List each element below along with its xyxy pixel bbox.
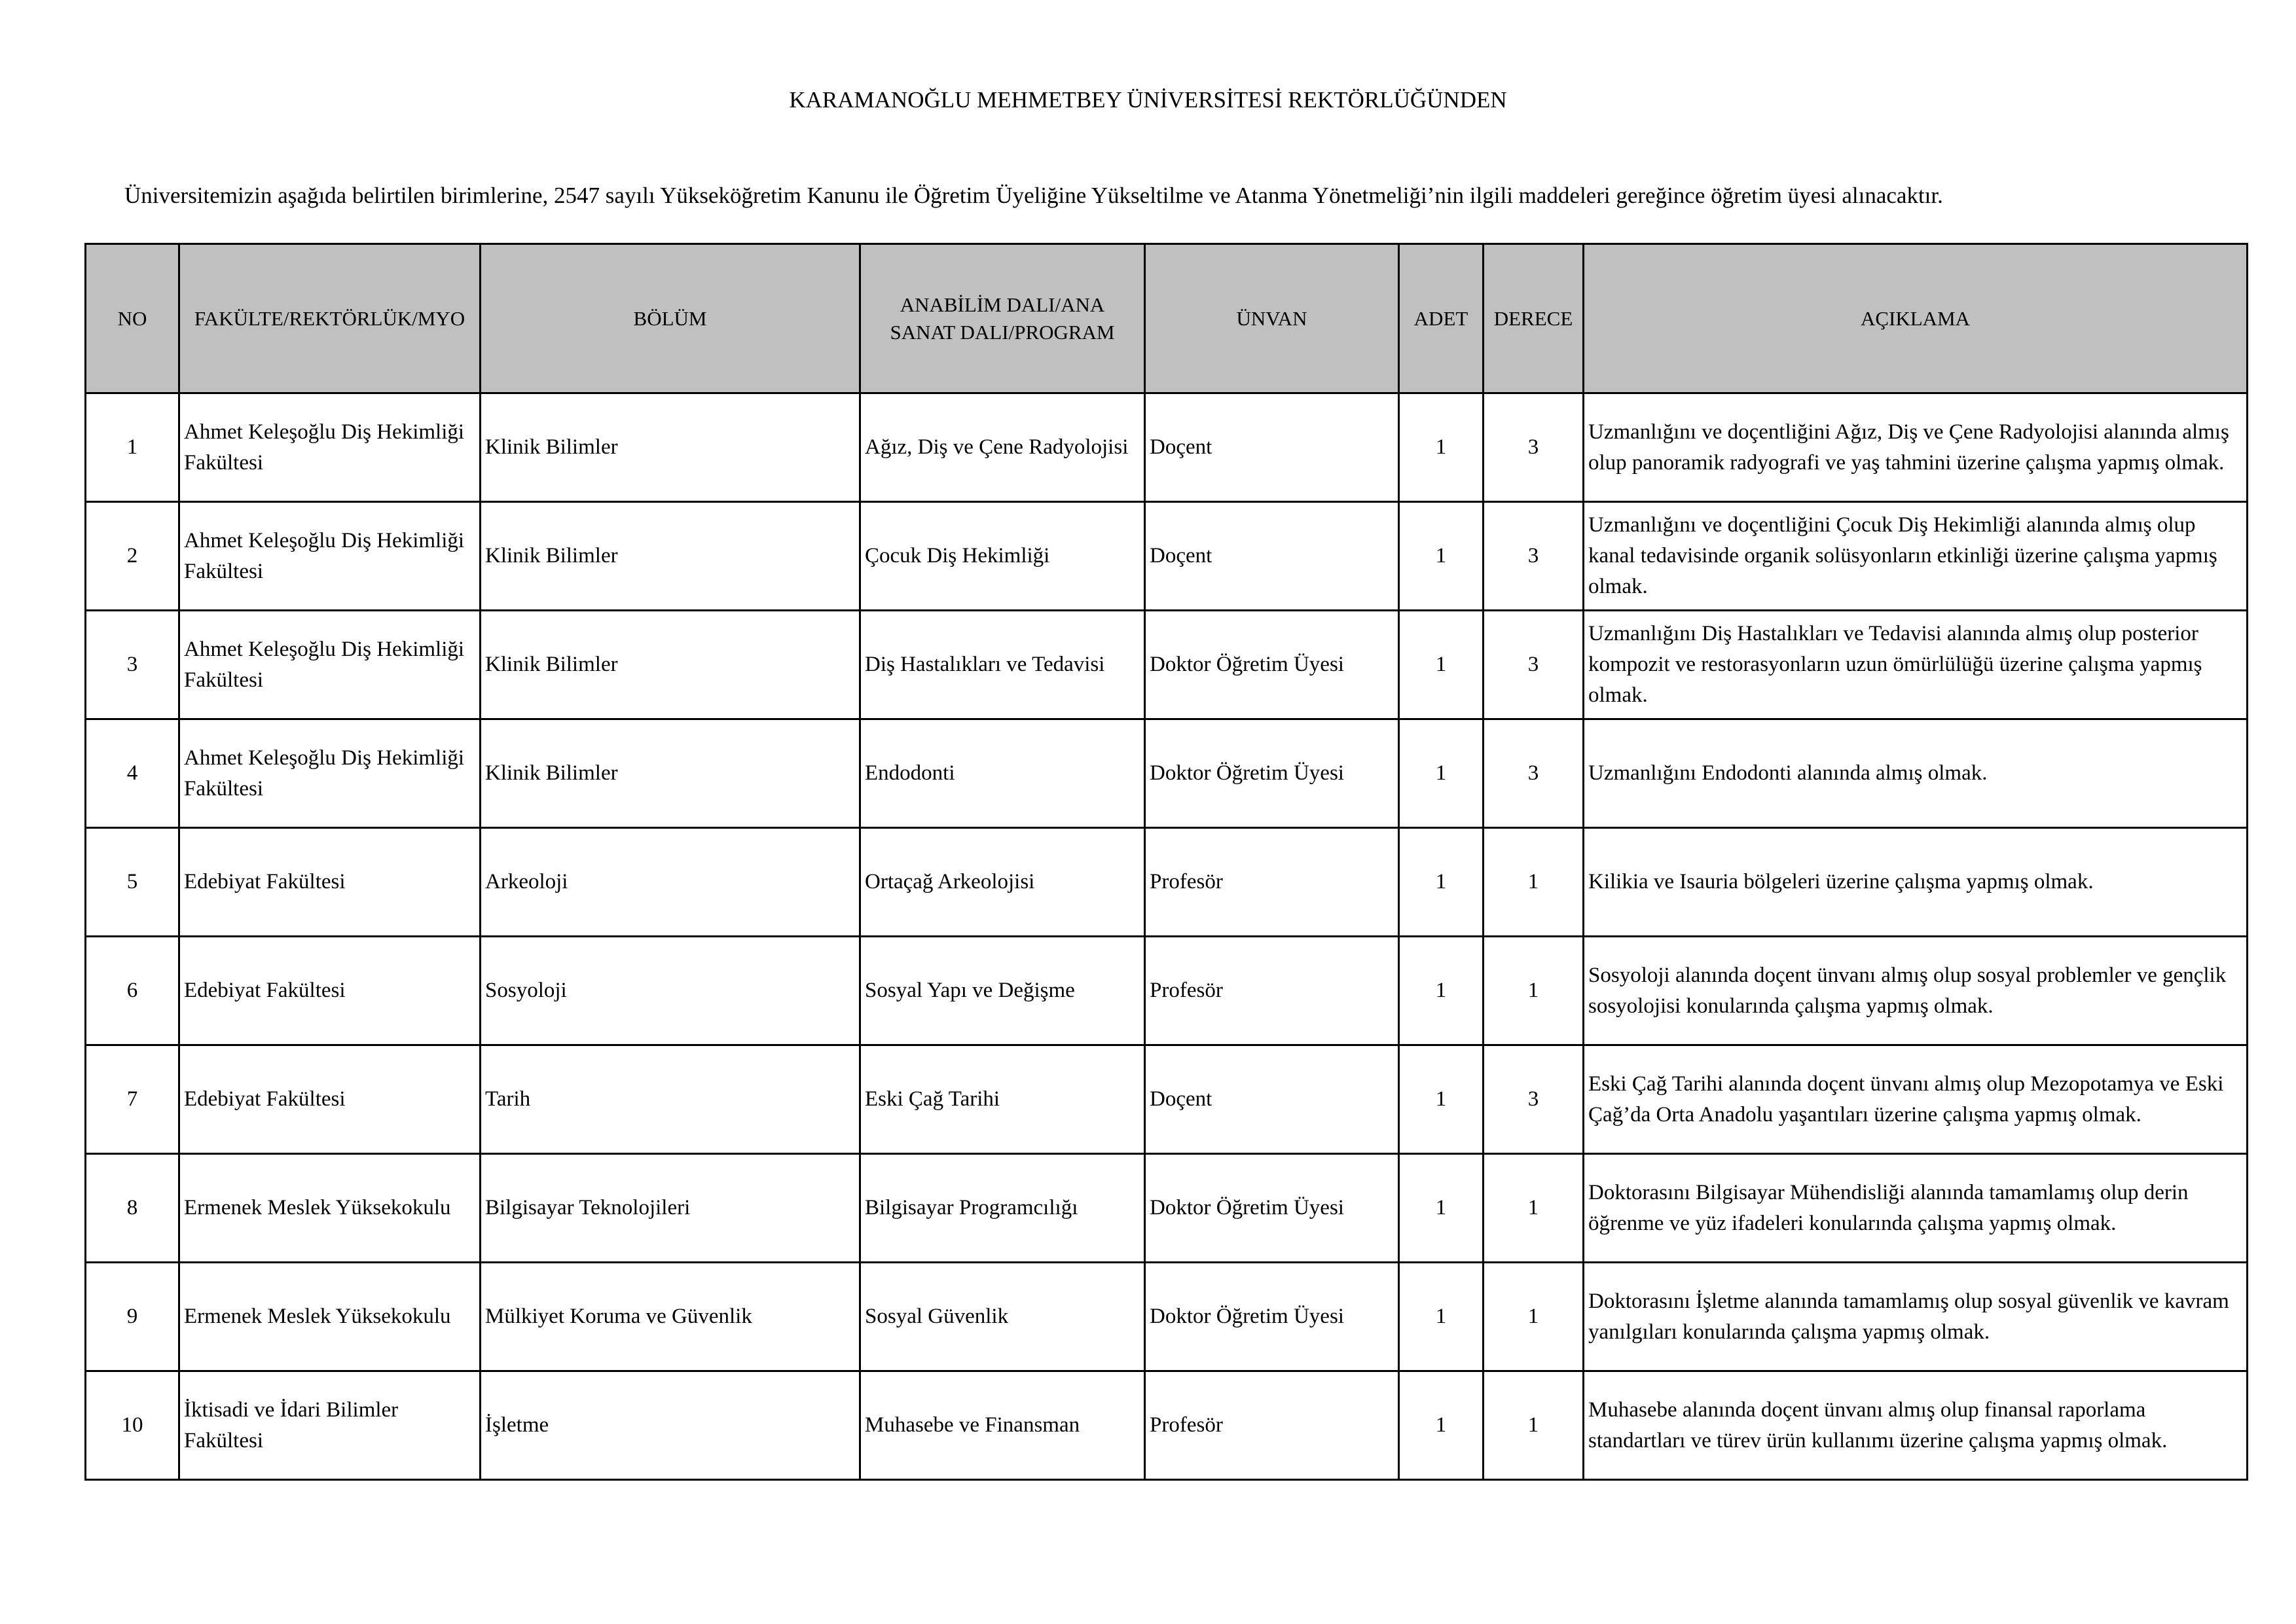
cell-no: 1 [86,393,179,502]
cell-faculty: Ahmet Keleşoğlu Diş Hekimliği Fakültesi [179,393,481,502]
cell-title: Profesör [1145,937,1399,1045]
cell-division: Endodonti [860,719,1145,828]
header-count: ADET [1399,244,1484,393]
cell-description: Doktorasını Bilgisayar Mühendisliği alanında tamamlamış olup derin öğrenme ve yüz ifadeleri konularında çalışma yapmış olmak. [1584,1154,2248,1263]
cell-degree: 1 [1484,828,1584,937]
cell-department: İşletme [481,1371,860,1480]
cell-department: Bilgisayar Teknolojileri [481,1154,860,1263]
cell-division: Sosyal Güvenlik [860,1263,1145,1371]
cell-division: Muhasebe ve Finansman [860,1371,1145,1480]
header-division-line1: ANABİLİM DALI/ANA [900,293,1105,316]
cell-no: 6 [86,937,179,1045]
cell-count: 1 [1399,1263,1484,1371]
cell-no: 8 [86,1154,179,1263]
cell-no: 5 [86,828,179,937]
intro-paragraph: Üniversitemizin aşağıda belirtilen birimlerine, 2547 sayılı Yükseköğretim Kanunu ile Öğretim Üyeliğine Yükseltilme ve Atanma Yönetmeliği’nin ilgili maddeleri gereğince öğretim üyesi alınacaktır. [124,183,1943,208]
cell-department: Klinik Bilimler [481,393,860,502]
table-row [86,393,2248,502]
cell-description: Uzmanlığını Endodonti alanında almış olmak. [1584,719,2248,828]
document-title: KARAMANOĞLU MEHMETBEY ÜNİVERSİTESİ REKTÖRLÜĞÜNDEN [789,87,1507,113]
cell-title: Doktor Öğretim Üyesi [1145,1263,1399,1371]
cell-title: Doktor Öğretim Üyesi [1145,719,1399,828]
header-department: BÖLÜM [481,244,860,393]
cell-degree: 3 [1484,719,1584,828]
cell-title: Doktor Öğretim Üyesi [1145,611,1399,719]
cell-description: Uzmanlığını Diş Hastalıkları ve Tedavisi alanında almış olup posterior kompozit ve restorasyonların uzun ömürlülüğü üzerine çalışma yapmış olmak. [1584,611,2248,719]
cell-degree: 1 [1484,1263,1584,1371]
header-description: AÇIKLAMA [1584,244,2248,393]
cell-division: Bilgisayar Programcılığı [860,1154,1145,1263]
cell-division: Sosyal Yapı ve Değişme [860,937,1145,1045]
cell-description: Sosyoloji alanında doçent ünvanı almış olup sosyal problemler ve gençlik sosyolojisi konularında çalışma yapmış olmak. [1584,937,2248,1045]
cell-count: 1 [1399,611,1484,719]
cell-count: 1 [1399,828,1484,937]
cell-description: Muhasebe alanında doçent ünvanı almış olup finansal raporlama standartları ve türev ürün kullanımı üzerine çalışma yapmış olmak. [1584,1371,2248,1480]
cell-title: Profesör [1145,828,1399,937]
table-row [86,502,2248,611]
table-row [86,719,2248,828]
cell-no: 3 [86,611,179,719]
cell-degree: 3 [1484,1045,1584,1154]
table-row [86,1263,2248,1371]
cell-description: Uzmanlığını ve doçentliğini Ağız, Diş ve Çene Radyolojisi alanında almış olup panoramik radyografi ve yaş tahmini üzerine çalışma yapmış olmak. [1584,393,2248,502]
cell-description: Kilikia ve Isauria bölgeleri üzerine çalışma yapmış olmak. [1584,828,2248,937]
cell-no: 2 [86,502,179,611]
cell-title: Doçent [1145,393,1399,502]
cell-degree: 3 [1484,502,1584,611]
table-row [86,828,2248,937]
header-no: NO [86,244,179,393]
cell-no: 10 [86,1371,179,1480]
cell-faculty: Ermenek Meslek Yüksekokulu [179,1263,481,1371]
cell-count: 1 [1399,937,1484,1045]
table-row [86,611,2248,719]
cell-title: Doçent [1145,1045,1399,1154]
cell-count: 1 [1399,1371,1484,1480]
cell-degree: 1 [1484,937,1584,1045]
cell-degree: 3 [1484,393,1584,502]
cell-description: Uzmanlığını ve doçentliğini Çocuk Diş Hekimliği alanında almış olup kanal tedavisinde organik solüsyonların etkinliği üzerine çalışma yapmış olmak. [1584,502,2248,611]
cell-degree: 1 [1484,1154,1584,1263]
cell-department: Klinik Bilimler [481,502,860,611]
cell-department: Arkeoloji [481,828,860,937]
cell-count: 1 [1399,1154,1484,1263]
cell-title: Profesör [1145,1371,1399,1480]
cell-department: Klinik Bilimler [481,719,860,828]
cell-faculty: Ahmet Keleşoğlu Diş Hekimliği Fakültesi [179,719,481,828]
cell-division: Çocuk Diş Hekimliği [860,502,1145,611]
cell-description: Doktorasını İşletme alanında tamamlamış olup sosyal güvenlik ve kavram yanılgıları konularında çalışma yapmış olmak. [1584,1263,2248,1371]
cell-title: Doçent [1145,502,1399,611]
cell-count: 1 [1399,393,1484,502]
cell-division: Eski Çağ Tarihi [860,1045,1145,1154]
cell-no: 7 [86,1045,179,1154]
cell-degree: 1 [1484,1371,1584,1480]
cell-department: Mülkiyet Koruma ve Güvenlik [481,1263,860,1371]
cell-faculty: Edebiyat Fakültesi [179,937,481,1045]
cell-faculty: Ahmet Keleşoğlu Diş Hekimliği Fakültesi [179,502,481,611]
cell-faculty: Ermenek Meslek Yüksekokulu [179,1154,481,1263]
header-title: ÜNVAN [1145,244,1399,393]
cell-no: 9 [86,1263,179,1371]
cell-department: Klinik Bilimler [481,611,860,719]
table-row [86,1045,2248,1154]
cell-count: 1 [1399,719,1484,828]
cell-department: Tarih [481,1045,860,1154]
cell-description: Eski Çağ Tarihi alanında doçent ünvanı almış olup Mezopotamya ve Eski Çağ’da Orta Anadolu yaşantıları üzerine çalışma yapmış olmak. [1584,1045,2248,1154]
cell-count: 1 [1399,502,1484,611]
table-header-row [86,244,2248,393]
cell-count: 1 [1399,1045,1484,1154]
table-row [86,937,2248,1045]
cell-faculty: Edebiyat Fakültesi [179,828,481,937]
table-row [86,1154,2248,1263]
cell-division: Diş Hastalıkları ve Tedavisi [860,611,1145,719]
cell-department: Sosyoloji [481,937,860,1045]
header-faculty: FAKÜLTE/REKTÖRLÜK/MYO [179,244,481,393]
header-division-line2: SANAT DALI/PROGRAM [890,320,1115,344]
cell-division: Ağız, Diş ve Çene Radyolojisi [860,393,1145,502]
positions-table [84,243,2248,1481]
table-row [86,1371,2248,1480]
cell-faculty: Ahmet Keleşoğlu Diş Hekimliği Fakültesi [179,611,481,719]
cell-division: Ortaçağ Arkeolojisi [860,828,1145,937]
cell-faculty: Edebiyat Fakültesi [179,1045,481,1154]
cell-no: 4 [86,719,179,828]
header-division [860,244,1145,393]
cell-faculty: İktisadi ve İdari Bilimler Fakültesi [179,1371,481,1480]
header-degree: DERECE [1484,244,1584,393]
cell-title: Doktor Öğretim Üyesi [1145,1154,1399,1263]
cell-degree: 3 [1484,611,1584,719]
